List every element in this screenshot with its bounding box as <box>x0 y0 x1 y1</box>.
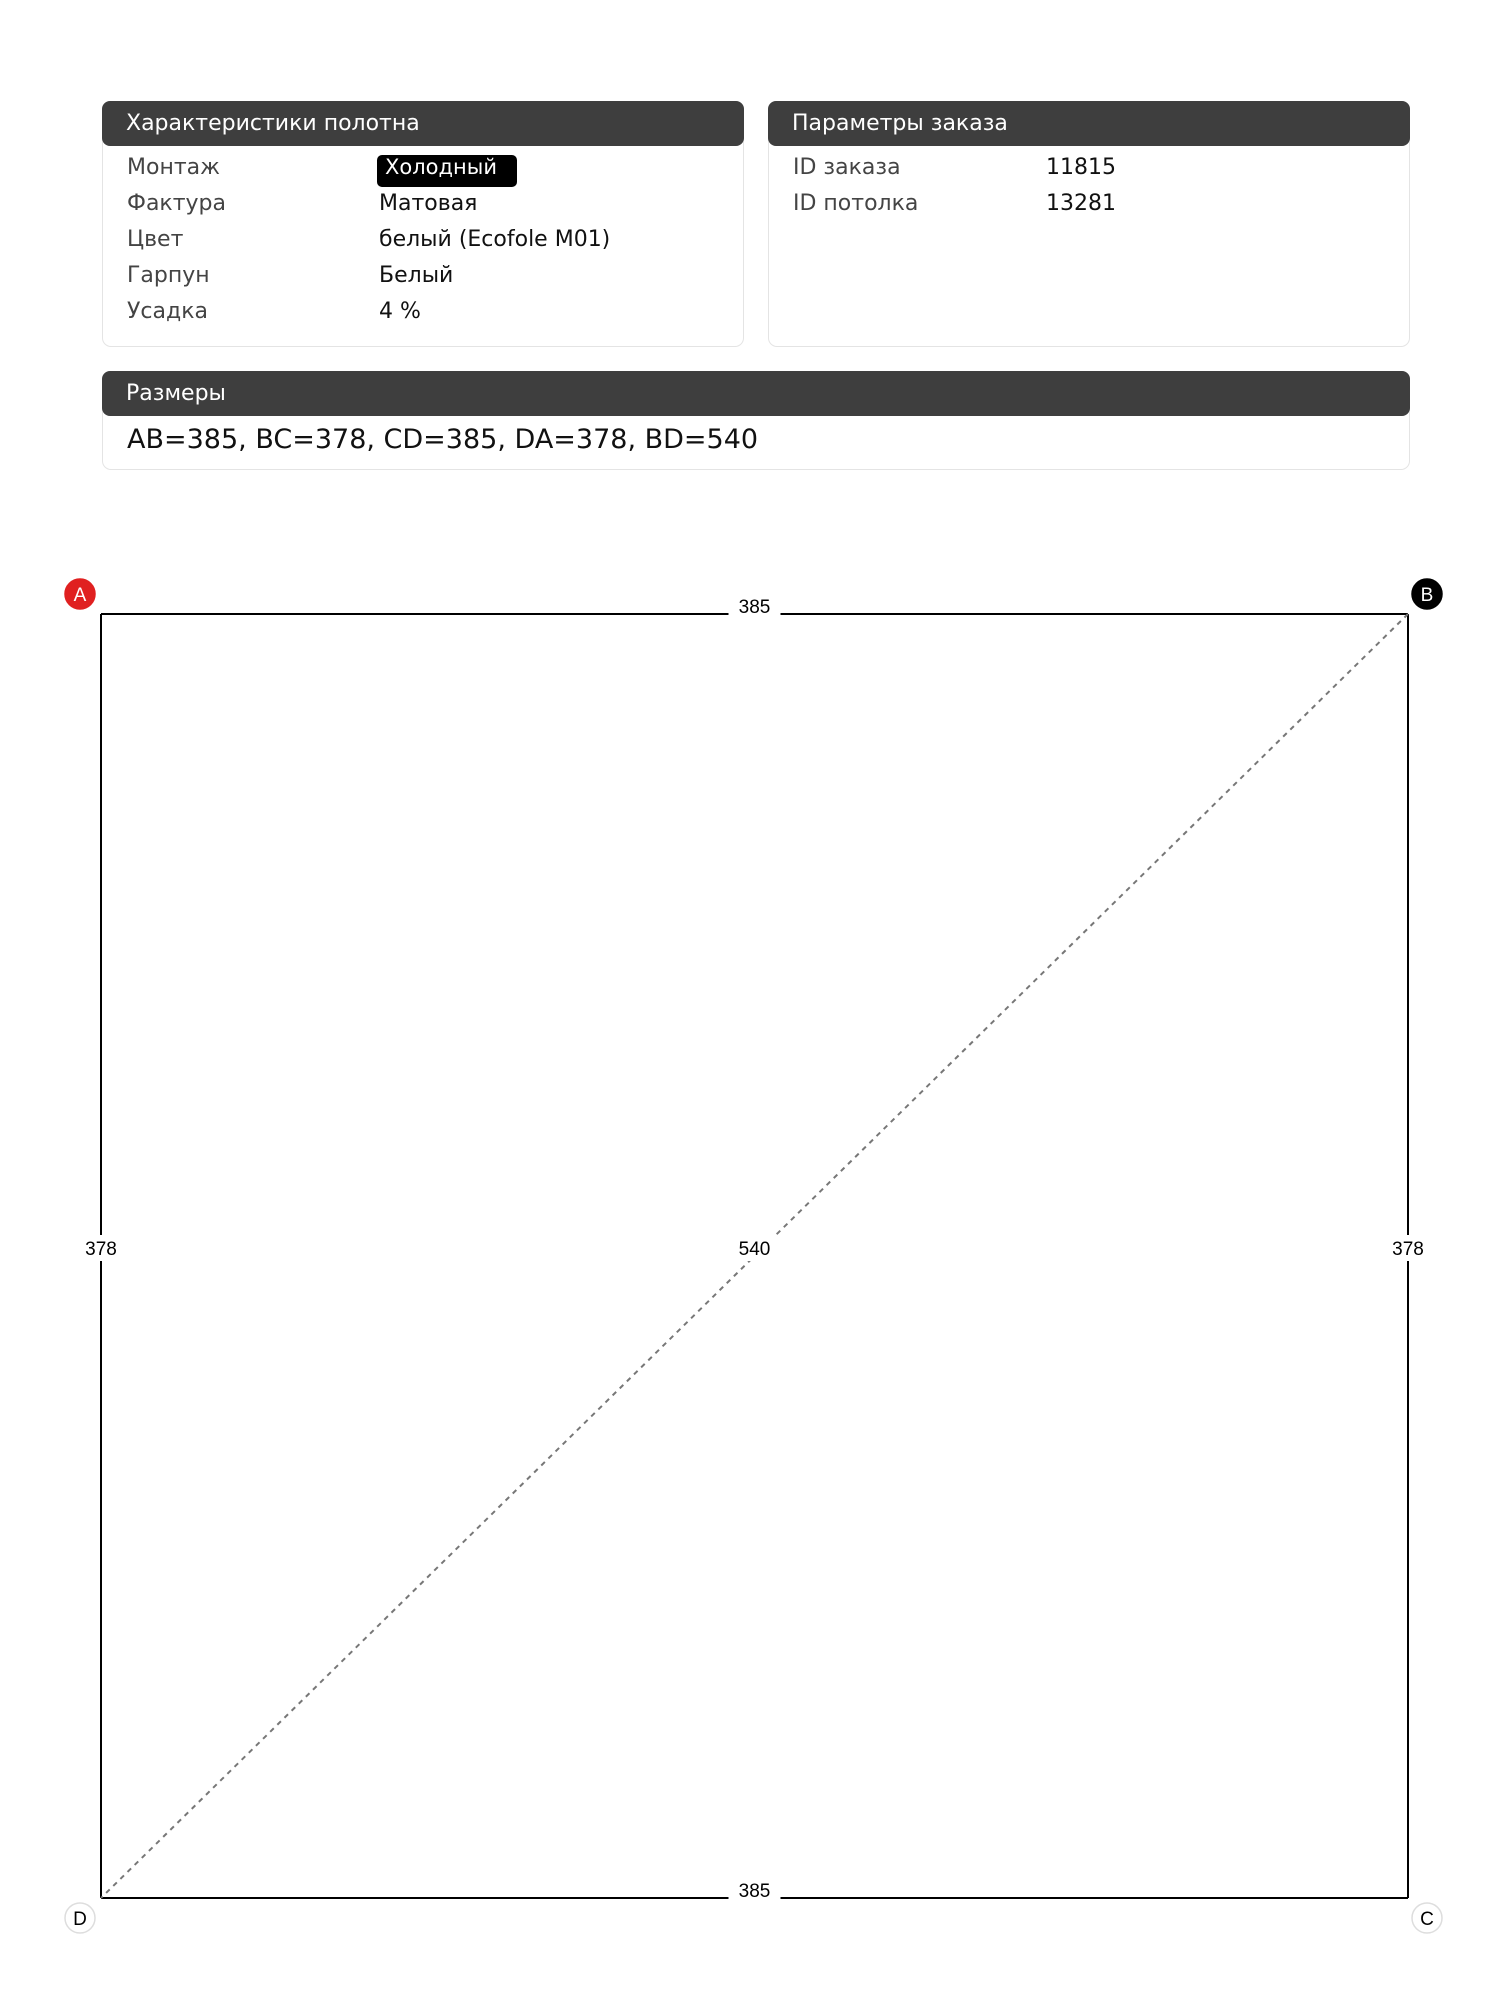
texture-value: Матовая <box>379 191 478 216</box>
ceiling-id-value: 13281 <box>1046 191 1116 216</box>
vertex-b-label: B <box>1420 585 1434 606</box>
edge-length-label: 385 <box>738 597 771 618</box>
diagonal-length-label: 540 <box>738 1239 771 1260</box>
texture-label: Фактура <box>127 191 226 216</box>
characteristics-title: Характеристики полотна <box>102 101 744 146</box>
vertex-a-label: A <box>73 585 87 606</box>
montage-badge: Холодный <box>377 155 517 187</box>
montage-label: Монтаж <box>127 155 220 180</box>
color-label: Цвет <box>127 227 184 252</box>
edge-length-label: 378 <box>1392 1239 1424 1260</box>
edge-length-label: 378 <box>85 1239 117 1260</box>
ceiling-id-label: ID потолка <box>793 191 919 216</box>
edge-length-label: 385 <box>738 1881 771 1902</box>
order-id-label: ID заказа <box>793 155 901 180</box>
sizes-summary: AB=385, BC=378, CD=385, DA=378, BD=540 <box>127 424 759 455</box>
harpoon-value: Белый <box>379 263 454 288</box>
vertex-d-label: D <box>73 1909 87 1930</box>
harpoon-label: Гарпун <box>127 263 210 288</box>
vertex-c-label: C <box>1420 1909 1434 1930</box>
shrinkage-value: 4 % <box>379 299 421 324</box>
color-value: белый (Ecofole M01) <box>379 227 611 252</box>
order-title: Параметры заказа <box>768 101 1410 146</box>
sizes-title: Размеры <box>102 371 1410 416</box>
order-id-value: 11815 <box>1046 155 1116 180</box>
shrinkage-label: Усадка <box>127 299 208 324</box>
